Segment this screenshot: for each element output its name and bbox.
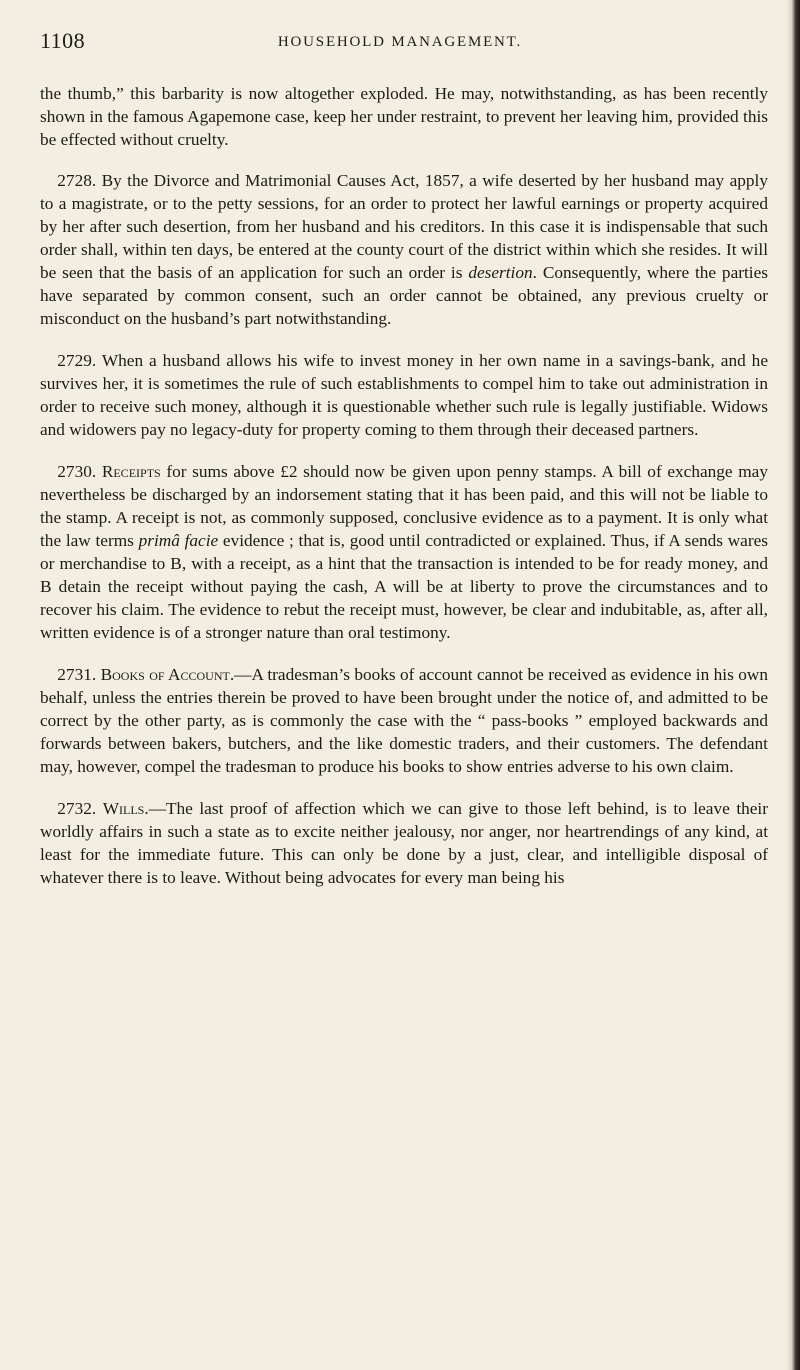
paragraph-number: 2730.: [57, 462, 97, 481]
paragraph-text-part-2: evidence ; that is, good until contradicted or explained. Thus, if A sends wares or merchandise to B, with a receipt, as a hint that the transaction is intended to be for ready money, and B detain the receipt without paying the cash, A will be at liberty to prove the circumstances and to recover his claim. The evidence to rebut the receipt must, however, be clear and indubitable, as, after all, written evidence is of a stronger nature than oral testimony.: [40, 531, 768, 642]
page-body: [40, 82, 768, 908]
paragraph-text-part-1: for sums above £2 should now be given upon penny stamps. A bill of exchange may nevertheless be discharged by an indorsement stating that it has been paid, and this will not be liable to the stamp. A receipt is not, as commonly supposed, conclusive evidence as to a payment. It is only what the law terms: [40, 462, 768, 550]
paragraph-2732: [40, 797, 768, 889]
emphasis-term: primâ facie: [138, 531, 219, 550]
paragraph-text-part-1: By the Divorce and Matrimonial Causes Act, 1857, a wife deserted by her husband may apply to a magistrate, or to the petty sessions, for an order to protect her lawful earnings or property acquired by her after such desertion, from her husband and his creditors. In this case it is indispensable that such order shall, within ten days, be entered at the county court of the district within which she resides. It will be seen that the basis of an application for such an order is: [40, 171, 768, 282]
section-heading: Books of Account.: [100, 665, 235, 684]
paragraph-2728: [40, 169, 768, 330]
page-number: 1108: [40, 28, 86, 53]
paragraph-continuation: [40, 82, 768, 151]
paragraph-text: When a husband allows his wife to invest money in her own name in a savings-bank, and he survives her, it is sometimes the rule of such establishments to compel him to take out administration in order to receive such money, although it is questionable whether such rule is legally justifiable. Widows and widowers pay no legacy-duty for property coming to them through their deceased partners.: [40, 351, 768, 439]
paragraph-number: 2731.: [57, 665, 97, 684]
section-heading: Receipts: [101, 462, 161, 481]
paragraph-number: 2729.: [57, 351, 97, 370]
paragraph-text: the thumb,” this barbarity is now altogether exploded. He may, notwithstanding, as has been recently shown in the famous Agapemone case, keep her under restraint, to prevent her leaving him, provided this be effected without cruelty.: [40, 84, 768, 149]
paragraph-number: 2732.: [57, 799, 97, 818]
emphasis-term: desertion: [468, 263, 533, 282]
paragraph-text-part-2: . Consequently, where the parties have separated by common consent, such an order cannot be obtained, any previous cruelty or misconduct on the husband’s part notwithstanding.: [40, 263, 768, 328]
page-edge-shadow: [786, 0, 800, 1370]
section-heading: Wills.: [102, 799, 149, 818]
paragraph-2731: [40, 663, 768, 778]
paragraph-number: 2728.: [57, 171, 97, 190]
paragraph-2730: [40, 460, 768, 644]
paragraph-2729: [40, 349, 768, 441]
paragraph-text: —A tradesman’s books of account cannot be received as evidence in his own behalf, unless the entries therein be proved to have been brought under the notice of, and admitted to be correct by the other party, as is commonly the case with the “ pass-books ” employed backwards and forwards between bakers, butchers, and the like domestic traders, and their customers. The defendant may, however, compel the tradesman to produce his books to show entries adverse to his own claim.: [40, 665, 768, 776]
running-title: HOUSEHOLD MANAGEMENT.: [277, 34, 523, 50]
paragraph-text: —The last proof of affection which we can give to those left behind, is to leave their worldly affairs in such a state as to excite neither jealousy, nor anger, nor heartrendings of any kind, at least for the immediate future. This can only be done by a just, clear, and intelligible disposal of whatever there is to leave. Without being advocates for every man being his: [40, 799, 768, 887]
